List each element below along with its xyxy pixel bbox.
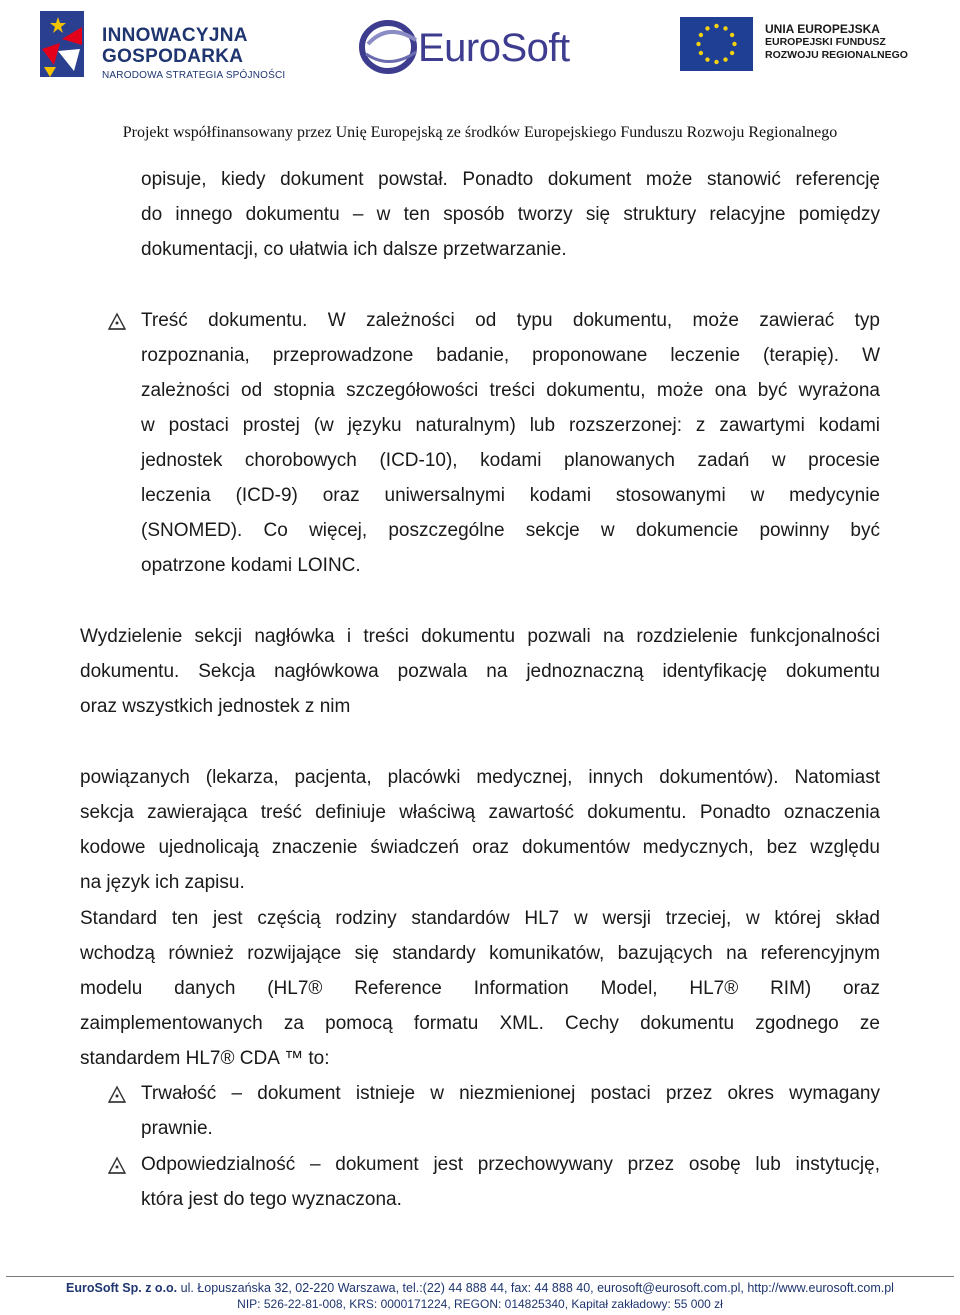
eurosoft-wordmark: EuroSoft <box>418 26 570 70</box>
text-line: powiązanych (lekarza, pacjenta, placówki medycznej, innych dokumentów). Natomiast <box>80 767 880 788</box>
footer-divider <box>6 1276 954 1277</box>
eu-flag-icon <box>680 17 753 71</box>
text-line: leczenia (ICD-9) oraz uniwersalnymi kodami stosowanymi w medycynie <box>141 485 880 506</box>
project-cofinancing-line: Projekt współfinansowany przez Unię Europejską ze środków Europejskiego Funduszu Rozwoju Regionalnego <box>122 124 838 141</box>
text-line: Treść dokumentu. W zależności od typu dokumentu, może zawierać typ <box>141 310 880 331</box>
eu-fund-logo <box>668 5 908 77</box>
text-line: Odpowiedzialność – dokument jest przechowywany przez osobę lub instytucję, <box>141 1154 880 1175</box>
pen-nib-icon <box>106 1083 128 1105</box>
text-line: dokumentacji, co ułatwia ich dalsze przetwarzanie. <box>141 239 567 260</box>
pen-nib-icon <box>106 1154 128 1176</box>
text-line: kodowe ujednolicają znaczenie świadczeń oraz dokumentów medycznych, bez względu <box>80 837 880 858</box>
footer-company: EuroSoft Sp. z o.o. <box>66 1281 178 1295</box>
logo-left-line3: NARODOWA STRATEGIA SPÓJNOŚCI <box>102 70 286 81</box>
eurosoft-swirl-icon <box>358 14 424 78</box>
text-line: opisuje, kiedy dokument powstał. Ponadto dokument może stanowić referencję <box>141 169 880 190</box>
text-line: opatrzone kodami LOINC. <box>141 555 361 576</box>
text-line: prawnie. <box>141 1118 213 1139</box>
innowacyjna-gospodarka-logo <box>36 5 286 81</box>
logo-right-line2: EUROPEJSKI FUNDUSZ <box>765 36 886 48</box>
page-header <box>0 0 960 150</box>
footer-address-line <box>0 1281 960 1295</box>
text-line: jednostek chorobowych (ICD-10), kodami planowanych zadań w procesie <box>141 450 880 471</box>
logo-right-line3: ROZWOJU REGIONALNEGO <box>765 49 908 61</box>
footer-address: ul. Łopuszańska 32, 02-220 Warszawa, tel.:(22) 44 888 44, fax: 44 888 40, eurosoft@eurosoft.com.pl, http://www.eurosoft.com.pl <box>180 1281 894 1295</box>
text-line: do innego dokumentu – w ten sposób tworzy się struktury relacyjne pomiędzy <box>141 204 880 225</box>
text-line: zaimplementowanych za pomocą formatu XML. Cechy dokumentu zgodnego ze <box>80 1013 880 1034</box>
text-line: która jest do tego wyznaczona. <box>141 1189 402 1210</box>
text-line: dokumentu. Sekcja nagłówkowa pozwala na jednoznaczną identyfikację dokumentu <box>80 661 880 682</box>
footer-registry-line: NIP: 526-22-81-008, KRS: 0000171224, REGON: 014825340, Kapitał zakładowy: 55 000 zł <box>237 1297 723 1311</box>
text-line: w postaci prostej (w języku naturalnym) lub rozszerzonej: z zawartymi kodami <box>141 415 880 436</box>
eurosoft-logo <box>358 14 590 78</box>
text-line: Trwałość – dokument istnieje w niezmienionej postaci przez okres wymagany <box>141 1083 880 1104</box>
innowacyjna-gospodarka-mark-icon <box>36 5 86 81</box>
logo-left-line2: GOSPODARKA <box>102 46 244 67</box>
text-line: sekcja zawierająca treść definiuje właściwą zawartość dokumentu. Ponadto oznaczenia <box>80 802 880 823</box>
text-line: rozpoznania, przeprowadzone badanie, proponowane leczenie (terapię). W <box>141 345 880 366</box>
text-line: modelu danych (HL7® Reference Information Model, HL7® RIM) oraz <box>80 978 880 999</box>
text-line: Standard ten jest częścią rodziny standardów HL7 w wersji trzeciej, w której skład <box>80 908 880 929</box>
text-line: na język ich zapisu. <box>80 872 245 893</box>
text-line: (SNOMED). Co więcej, poszczególne sekcje w dokumencie powinny być <box>141 520 880 541</box>
text-line: standardem HL7® CDA ™ to: <box>80 1048 330 1069</box>
logo-right-line1: UNIA EUROPEJSKA <box>765 22 880 36</box>
text-line: Wydzielenie sekcji nagłówka i treści dokumentu pozwali na rozdzielenie funkcjonalności <box>80 626 880 647</box>
logo-left-line1: INNOWACYJNA <box>102 25 248 46</box>
pen-nib-icon <box>106 310 128 332</box>
text-line: wchodzą również rozwijające się standardy komunikatów, bazujących na referencyjnym <box>80 943 880 964</box>
text-line: oraz wszystkich jednostek z nim <box>80 696 351 717</box>
text-line: zależności od stopnia szczegółowości treści dokumentu, może ona być wyrażona <box>141 380 880 401</box>
